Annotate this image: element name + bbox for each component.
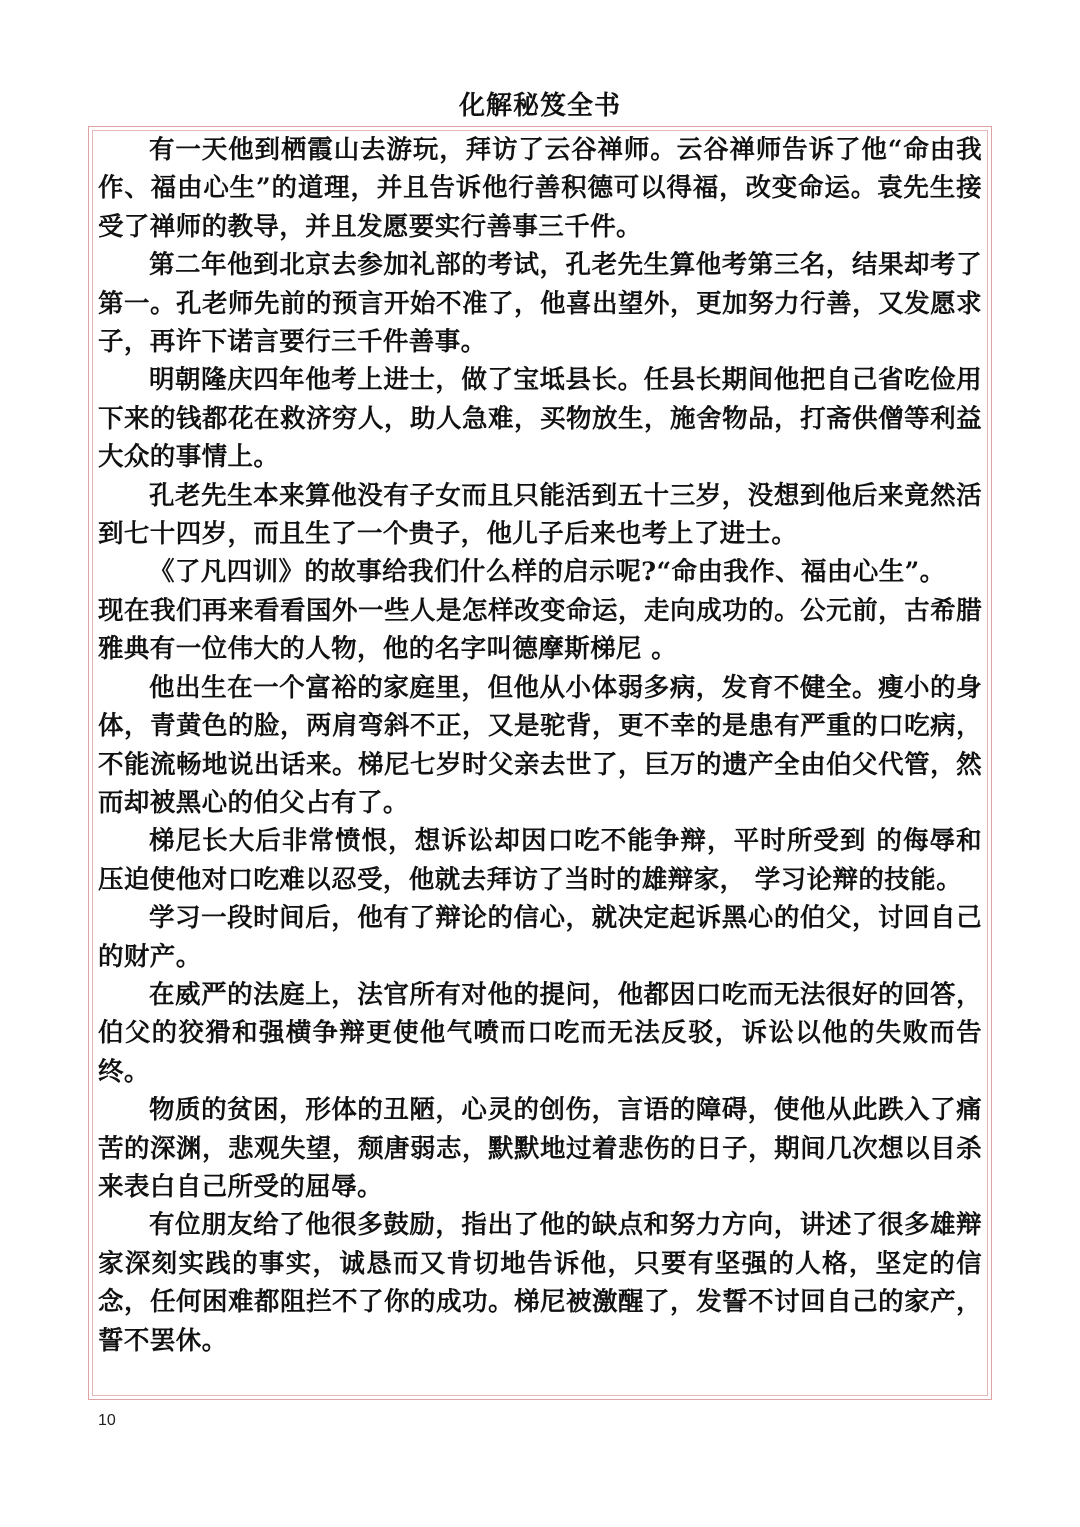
paragraph-8: 梯尼长大后非常愤恨，想诉讼却因口吃不能争辩，平时所受到 的侮辱和压迫使他对口吃难以忍受，他就去拜访了当时的雄辩家， 学习论辩的技能。 — [98, 826, 982, 895]
paragraph-11: 物质的贫困，形体的丑陋，心灵的创伤，言语的障碍，使他从此跌入了痛苦的深渊，悲观失望，颓唐弱志，默默地过着悲伤的日子，期间几次想以目杀来表白自己所受的屈辱。 — [98, 1095, 982, 1202]
paragraph-10: 在威严的法庭上，法官所有对他的提问，他都因口吃而无法很好的回答，伯父的狡猾和强横争辩更使他气喷而口吃而无法反驳，诉讼以他的失败而告终。 — [98, 979, 982, 1087]
paragraph-9: 学习一段时间后，他有了辩论的信心，就决定起诉黑心的伯父，讨回自己的财产。 — [98, 903, 982, 972]
paragraph-6: 现在我们再来看看国外一些人是怎样改变命运，走向成功的。公元前，古希腊雅典有一位伟大的人物，他的名字叫德摩斯梯尼 。 — [98, 595, 982, 665]
page-number: 10 — [98, 1412, 116, 1429]
paragraph-5: 《了凡四训》的故事给我们什么样的启示呢?“命由我作、福由心生”。 — [149, 557, 946, 588]
paragraph-12: 有位朋友给了他很多鼓励，指出了他的缺点和努力方向，讲述了很多雄辩家深刻实践的事实，诚恳而又肯切地告诉他，只要有坚强的人格，坚定的信念，任何困难都阻拦不了你的成功。梯尼被激醒了，发誓不讨回自己的家产，誓不罢休。 — [98, 1210, 982, 1356]
paragraph-7: 他出生在一个富裕的家庭里，但他从小体弱多病，发育不健全。瘦小的身体，青黄色的脸，两肩弯斜不正，又是驼背，更不幸的是患有严重的口吃病，不能流畅地说出话来。梯尼七岁时父亲去世了，巨万的遗产全由伯父代管，然而却被黑心的伯父占有了。 — [98, 672, 982, 818]
paragraph-4: 孔老先生本来算他没有子女而且只能活到五十三岁，没想到他后来竟然活到七十四岁，而且生了一个贵子，他儿子后来也考上了进士。 — [98, 480, 982, 550]
body-text — [98, 131, 982, 1360]
paragraph-1: 有一天他到栖霞山去游玩，拜访了云谷禅师。云谷禅师告诉了他“命由我作、福由心生”的道理，并且告诉他行善积德可以得福，改变命运。袁先生接受了禅师的教导，并且发愿要实行善事三千件。 — [98, 135, 982, 242]
paragraph-2: 第二年他到北京去参加礼部的考试，孔老先生算他考第三名，结果却考了第一。孔老师先前的预言开始不准了，他喜出望外，更加努力行善，又发愿求子，再许下诺言要行三千件善事。 — [98, 250, 982, 358]
paragraph-3: 明朝隆庆四年他考上进士，做了宝坻县长。任县长期间他把自己省吃俭用下来的钱都花在救济穷人，助人急难，买物放生，施舍物品，打斋供僧等利益大众的事情上。 — [98, 365, 982, 473]
page-title: 化解秘笈全书 — [458, 91, 621, 121]
